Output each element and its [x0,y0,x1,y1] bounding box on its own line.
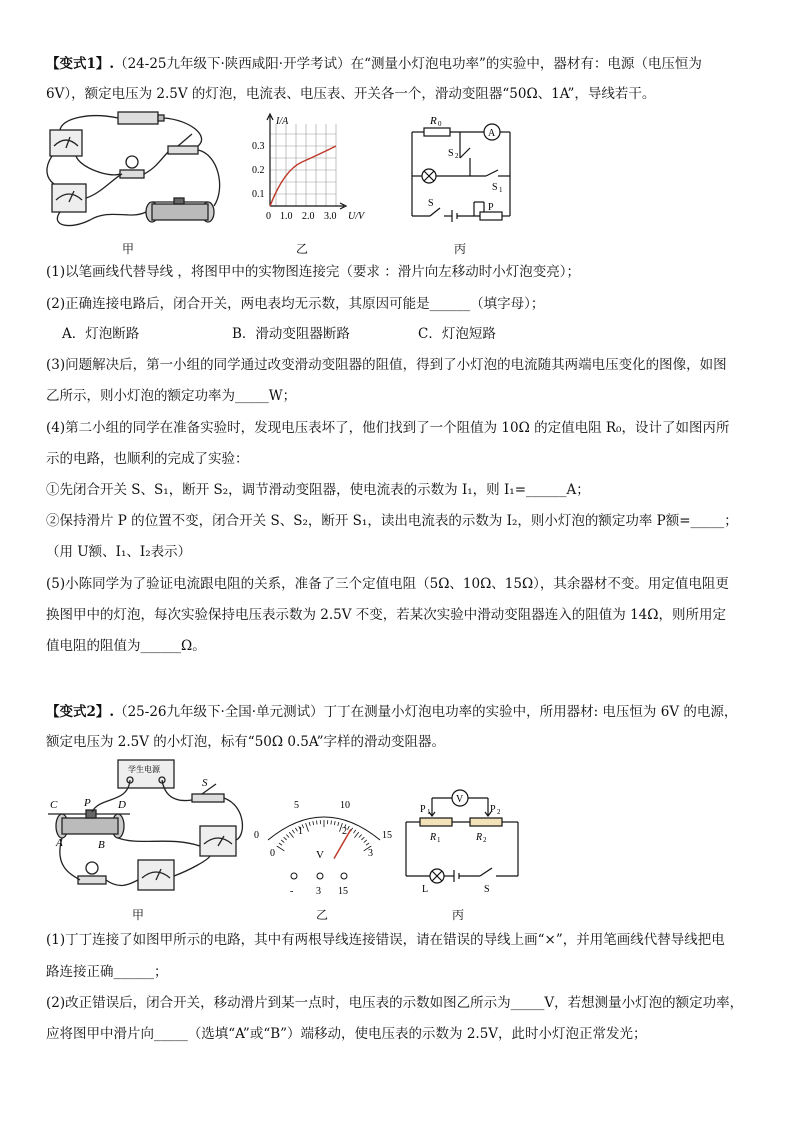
dial-tick [338,822,339,826]
supply-label: 学生电源 [128,765,160,774]
label-p1: P [420,804,426,815]
dial-top-tick: 0 [254,830,259,841]
label-l: L [422,884,429,895]
graph-xtick: 0 [266,211,271,222]
dial-tick [289,832,293,837]
q1-caption-a: 甲 [122,242,135,256]
q2-tag: 【变式2】. [46,704,115,720]
q1-header-text: （24-25九年级下·陕西咸阳·开学考试）在“测量小灯泡电功率”的实验中，器材有：电源（电压恒为 [114,56,702,72]
q1-part4c: ①先闭合开关 S、S₁，断开 S₂，调节滑动变阻器，使电流表的示数为 I₁，则 I₁=______A； [46,482,590,498]
q1-part4e: （用 U额、I₁、I₂表示） [46,544,192,560]
q1-line2: 6V），额定电压为 2.5V 的灯泡，电流表、电压表、开关各一个，滑动变阻器“50Ω、1A”，导线若干。 [46,86,656,102]
dial-bottom-tick: 3 [368,848,373,859]
dial-tick [366,843,369,845]
dial-tick [309,822,310,826]
dial-tick [281,840,284,843]
q1-figure-circuit [400,112,520,228]
q1-part5c: 值电阻的阻值为______Ω。 [46,638,206,654]
q2-part1b: 路连接正确______； [46,964,168,980]
label-b: B [98,839,105,851]
label-s2-sub: 2 [455,152,459,160]
q2-figure-voltmeter [250,798,400,898]
dial-bottom-tick: 1 [298,826,303,837]
label-s2: S [448,148,454,159]
label-a: A [56,837,63,849]
ammeter-label: A [488,128,496,139]
q2-figure-circuit [400,786,524,896]
label-p: P [488,202,494,213]
q1-part1: (1)以笔画线代替导线 ，将图甲中的实物图连接完（要求 ：滑片向左移动时小灯泡变亮）； [46,264,580,280]
label-p2: P [490,804,496,815]
label-r2: R [476,832,483,843]
dial-tick [317,821,318,825]
dial-tick [353,830,355,833]
graph-ytick: 0.2 [252,165,265,176]
dial-top-tick: 10 [340,800,350,811]
voltmeter-label: V [456,794,464,805]
dial-bottom-tick: 0 [270,848,275,859]
q1-part3a: (3)问题解决后，第一小组的同学通过改变滑动变阻器的阻值，得到了小灯泡的电流随其两端电压变化的图像，如图 [46,357,727,373]
label-s: S [428,198,434,209]
q2-figure-apparatus [40,756,250,902]
q1-caption-b: 乙 [296,242,309,256]
dial-tick [313,821,314,825]
dial-tick [348,826,350,830]
dial-tick [286,835,289,838]
dial-tick [359,835,362,838]
q1-part3b: 乙所示，则小灯泡的额定功率为_____W； [46,388,297,404]
label-r0-sub: 0 [438,120,442,128]
q1-caption-c: 丙 [454,242,467,256]
label-s1: S [492,182,498,193]
dial-tick [364,840,367,843]
label-c: C [50,799,58,811]
label-p: P [84,797,91,809]
dial-tick [331,821,332,825]
dial-unit: V [316,849,324,861]
q1-figure-apparatus [40,108,240,234]
label-p2-sub: 2 [497,808,501,816]
q1-header [46,54,702,74]
terminal-label: 15 [338,886,348,897]
dial-tick [361,837,364,840]
terminal-label: - [290,886,294,897]
q1-part5b: 换图甲中的灯泡，每次实验保持电压表示数为 2.5V 不变，若某次实验中滑动变阻器连入的阻值为 14Ω，则所用定 [46,607,726,623]
q1-figure-graph [250,112,380,224]
dial-top-tick: 15 [382,830,392,841]
q1-part4d: ②保持滑片 P 的位置不变，闭合开关 S、S₂，断开 S₁，读出电流表的示数为 I₂，则小灯泡的额定功率 P额=_____； [46,513,738,529]
dial-tick [354,832,358,837]
dial-bottom-tick: 2 [342,826,347,837]
graph-xtick: 1.0 [280,211,293,222]
q2-part2a: (2)改正错误后，闭合开关，移动滑片到某一点时，电压表的示数如图乙所示为_____V，若想测量小灯泡的额定功率， [46,995,744,1011]
q1-part5a: (5)小陈同学为了验证电流跟电阻的关系，准备了三个定值电阻（5Ω、10Ω、15Ω），其余器材不变。用定值电阻更 [46,576,729,592]
q2-header [46,702,737,722]
label-s: S [202,777,208,789]
dial-tick [306,823,309,831]
label-p1-sub: 1 [427,808,431,816]
label-r2-sub: 2 [483,836,487,844]
q1-part4b: 示的电路，也顺利的完成了实验： [46,451,249,467]
dial-tick [334,821,335,825]
graph-xtick: 3.0 [324,211,337,222]
q1-part4a: (4)第二小组的同学在准备实验时，发现电压表坏了，他们找到了一个阻值为 10Ω 的定值电阻 R₀，设计了如图丙所 [46,420,730,436]
graph-ytick: 0.1 [252,189,265,200]
terminal-label: 3 [316,886,321,897]
q1-option-a: A．灯泡断路 [62,326,140,342]
dial-top-tick: 5 [294,800,299,811]
graph-ytick: 0.3 [252,141,265,152]
dial-tick [292,830,294,833]
graph-xlabel: U/V [348,211,365,222]
q1-option-c: C．灯泡短路 [418,326,496,342]
label-s: S [484,884,490,895]
q2-header-text: （25-26九年级下·全国·单元测试）丁丁在测量小灯泡电功率的实验中，所用器材: 电压恒为 6V 的电源， [114,704,738,720]
label-r1-sub: 1 [437,836,441,844]
q2-caption-b: 乙 [316,908,329,922]
dial-tick [277,846,285,851]
q2-part1a: (1)丁丁连接了如图甲所示的电路，其中有两根导线连接错误，请在错误的导线上画“×”，并用笔画线代替导线把电 [46,932,725,948]
label-r1: R [430,832,437,843]
q2-part2b: 应将图甲中滑片向_____（选填“A”或“B”）端移动，使电压表的示数为 2.5V，此时小灯泡正常发光； [46,1026,647,1042]
dial-tick [284,837,287,840]
graph-ylabel: I/A [276,116,289,127]
label-s1-sub: 1 [499,186,503,194]
q2-line2: 额定电压为 2.5V 的小灯泡，标有“50Ω 0.5A”字样的滑动变阻器。 [46,734,446,750]
label-r0: R [430,115,437,127]
q1-tag: 【变式1】. [46,56,115,72]
label-d: D [118,799,126,811]
q2-caption-a: 甲 [132,908,145,922]
q1-part2: (2)正确连接电路后，闭合开关，两电表均无示数，其原因可能是______（填字母）； [46,296,545,312]
dial-tick [279,843,282,845]
graph-xtick: 2.0 [302,211,315,222]
q1-option-b: B．滑动变阻器断路 [232,326,350,342]
q2-caption-c: 丙 [452,908,465,922]
